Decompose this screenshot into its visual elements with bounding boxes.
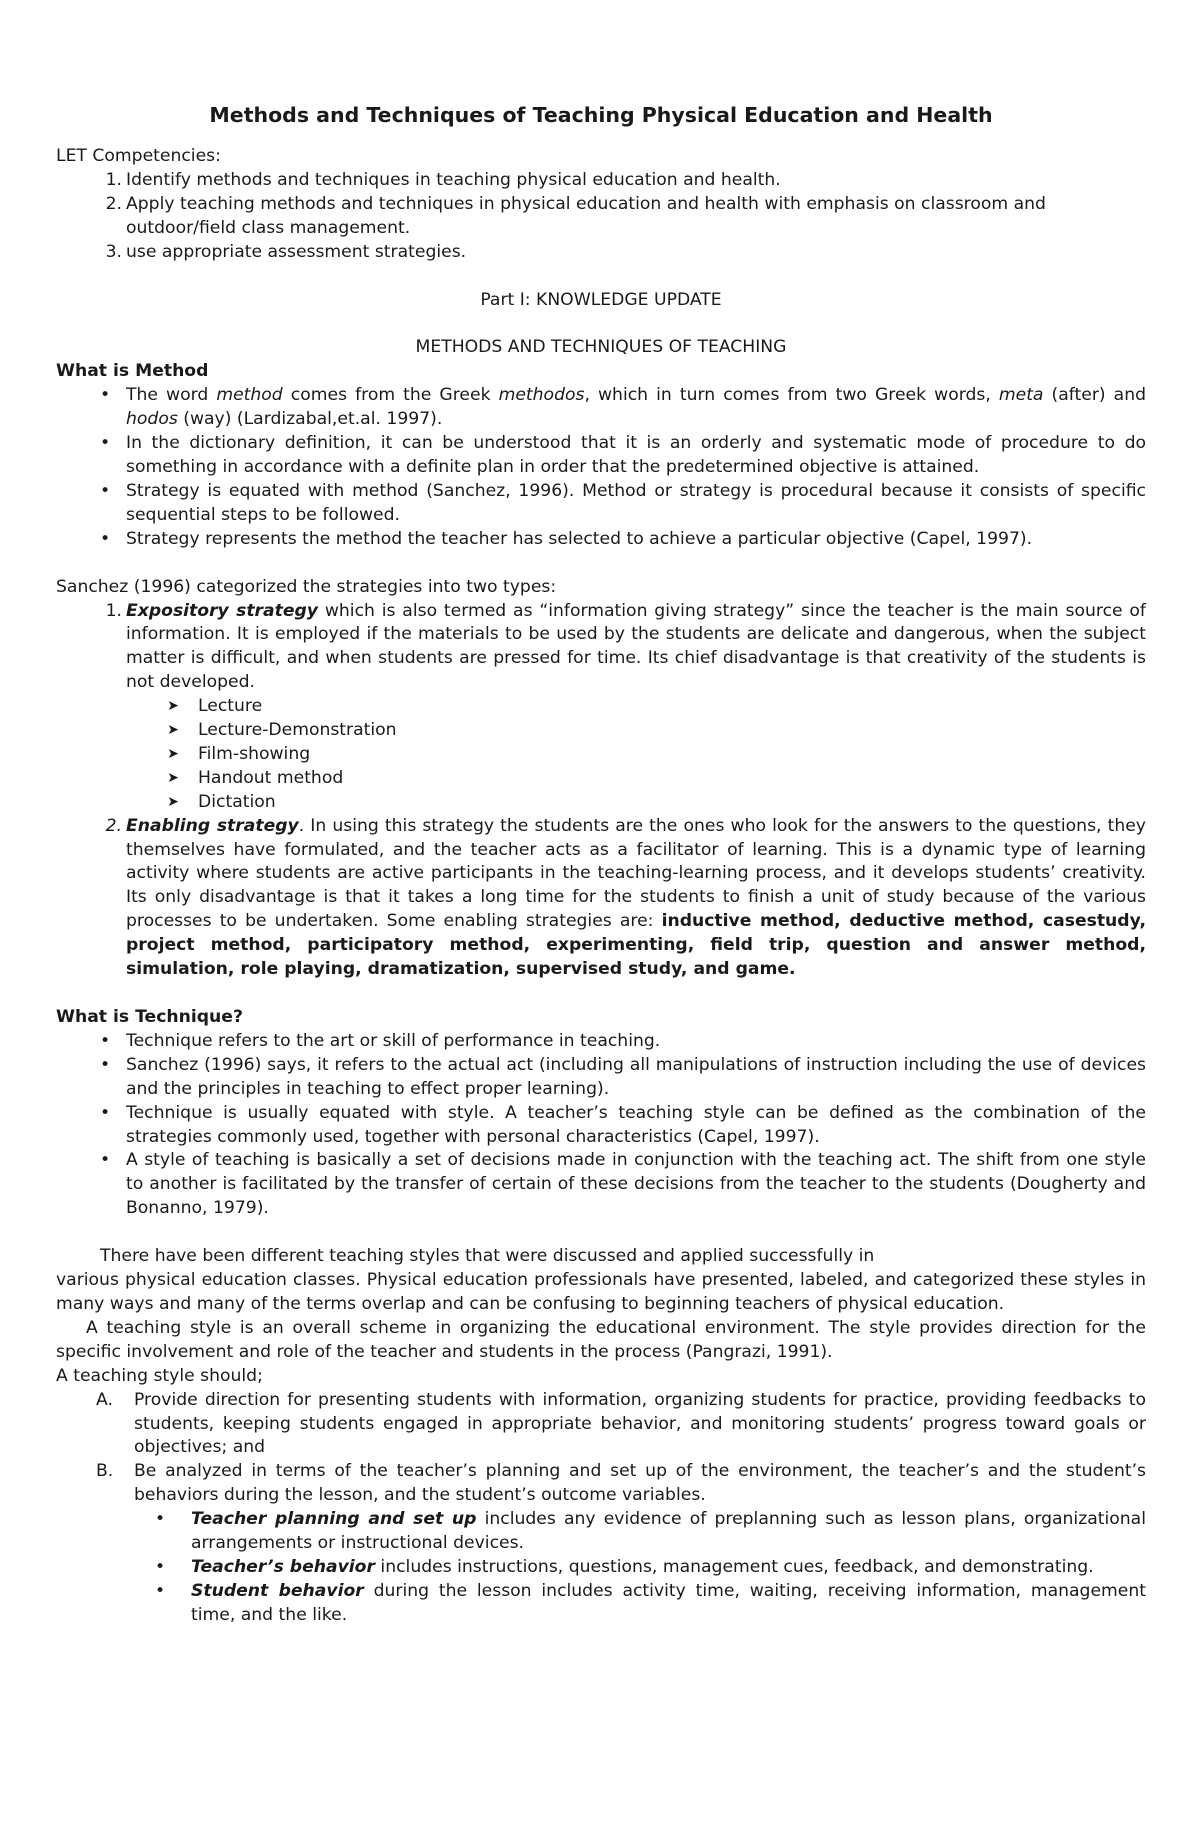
list-item xyxy=(100,528,1146,552)
bullet-icon: • xyxy=(100,480,111,501)
bullet-icon: • xyxy=(100,433,111,454)
list-item-text: Sanchez (1996) says, it refers to the actual act (including all manipulations of instruction including the use of devices and the principles in teaching to effect proper learning). xyxy=(126,1054,1146,1099)
style-requirements xyxy=(56,1389,1146,1628)
list-item-text: Be analyzed in terms of the teacher’s planning and set up of the environment, the teacher’s and the student’s behaviors during the lesson, and the student’s outcome variables. xyxy=(134,1461,1146,1506)
styles-paragraph-3: A teaching style should; xyxy=(56,1365,263,1386)
list-item: • Teacher planning and set up includes any evidence of preplanning such as lesson plans, organizational arrangements or instructional devices. xyxy=(155,1509,1146,1554)
part-title: Part I: KNOWLEDGE UPDATE xyxy=(480,289,722,310)
list-item-text: Apply teaching methods and techniques in physical education and health with emphasis on classroom and outdoor/field class management. xyxy=(126,193,1046,238)
bullet-icon: • xyxy=(100,1150,111,1171)
list-item xyxy=(105,815,1146,982)
list-item-text: Technique refers to the art or skill of performance in teaching. xyxy=(126,1030,661,1051)
list-item: ➤ Lecture xyxy=(198,695,1146,719)
list-item xyxy=(100,480,1146,528)
method-bullets xyxy=(56,384,1146,551)
list-item xyxy=(105,600,1146,815)
list-item-text: A style of teaching is basically a set of decisions made in conjunction with the teaching act. The shift from one style to another is facilitated by the transfer of certain of these decisions from the teacher to the students (Dougherty and Bonanno, 1979). xyxy=(126,1150,1146,1219)
list-item-text: Technique is usually equated with style. A teacher’s teaching style can be defined as the combination of the strategies commonly used, together with personal characteristics (Capel, 1997). xyxy=(126,1102,1146,1147)
document-title: Methods and Techniques of Teaching Physical Education and Health xyxy=(209,103,993,127)
styles-paragraph-2: A teaching style is an overall scheme in organizing the educational environment. The style provides direction for the specific involvement and role of the teacher and students in the process (Pangrazi, 1991). xyxy=(56,1317,1146,1362)
list-item-text: which is also termed as “information giving strategy” since the teacher is the main source of information. It is employed if the materials to be used by the students are delicate and dangerous, when the subject matter is difficult, and when students are pressed for time. Its chief disadvantage is that creativity of the students is not developed. xyxy=(126,600,1146,693)
bullet-icon: • xyxy=(100,1030,111,1051)
list-item-text: . In using this strategy the students are the ones who look for the answers to the questions, they themselves have formulated, and the teacher acts as a facilitator of learning. This is a dynamic type of learning activity where students are active participants in the teaching-learning process, and it develops students’ creativity. Its only disadvantage is that it takes a long time for the students to finish a unit of study because of the various processes to be undertaken. Some enabling strategies are: xyxy=(126,815,1146,932)
list-item-text: Strategy represents the method the teacher has selected to achieve a particular objective (Capel, 1997). xyxy=(126,528,1033,549)
behavior-list xyxy=(134,1508,1146,1628)
sanchez-intro: Sanchez (1996) categorized the strategies into two types: xyxy=(56,576,557,597)
bullet-icon: • xyxy=(100,1054,111,1075)
list-number: 2. xyxy=(105,815,122,836)
list-item-text: Provide direction for presenting students with information, organizing students for practice, providing feedbacks to students, keeping students engaged in appropriate behavior, and monitoring students’ progress toward goals or objectives; and xyxy=(134,1389,1146,1458)
strategy-term: Expository strategy xyxy=(126,600,319,621)
list-item xyxy=(105,241,1146,265)
list-item-text: Identify methods and techniques in teaching physical education and health. xyxy=(126,169,781,190)
bullet-icon: • xyxy=(100,1102,111,1123)
list-item-text: use appropriate assessment strategies. xyxy=(126,241,467,262)
technique-bullets xyxy=(56,1030,1146,1221)
list-item xyxy=(100,1030,1146,1054)
bullet-icon: • xyxy=(100,385,111,406)
list-number: 3. xyxy=(105,241,122,262)
arrow-bullet-icon: ➤ xyxy=(167,793,179,810)
arrow-bullet-icon: ➤ xyxy=(167,722,179,739)
list-item-text: In the dictionary definition, it can be understood that it is an orderly and systematic mode of procedure to do something in accordance with a definite plan in order that the predetermined objective is attained. xyxy=(126,433,1146,477)
list-item: • Student behavior during the lesson includes activity time, waiting, receiving information, management time, and the like. xyxy=(155,1580,1146,1625)
list-item: ➤ Film-showing xyxy=(198,743,1146,767)
strategy-term: Enabling strategy xyxy=(126,815,299,836)
styles-paragraph-1b: various physical education classes. Physical education professionals have presented, labeled, and categorized these styles in many ways and many of the terms overlap and can be confusing to beginning teachers of physical education. xyxy=(56,1270,1146,1314)
list-item xyxy=(96,1389,1146,1461)
bullet-icon: • xyxy=(155,1556,166,1577)
list-item-text: Strategy is equated with method (Sanchez, 1996). Method or strategy is procedural because it consists of specific sequential steps to be followed. xyxy=(126,480,1146,525)
bullet-icon: • xyxy=(155,1509,166,1530)
list-letter: A. xyxy=(96,1389,113,1410)
list-item xyxy=(100,1054,1146,1102)
list-number: 1. xyxy=(105,169,122,190)
list-item: • Teacher’s behavior includes instructions, questions, management cues, feedback, and demonstrating. xyxy=(191,1556,1146,1580)
list-item xyxy=(105,193,1146,241)
expository-examples xyxy=(126,695,1146,815)
list-item: ➤ Lecture-Demonstration xyxy=(198,719,1146,743)
section-title: METHODS AND TECHNIQUES OF TEACHING xyxy=(415,337,787,358)
method-heading: What is Method xyxy=(56,361,209,382)
list-number: 1. xyxy=(105,600,122,621)
list-item xyxy=(100,1102,1146,1150)
list-item xyxy=(105,169,1146,193)
enabling-strategies: inductive method, deductive method, casestudy, project method, participatory method, experimenting, field trip, question and answer method, simulation, role playing, dramatization, supervised study, and game. xyxy=(126,911,1146,980)
list-item: ➤ Handout method xyxy=(198,767,1146,791)
arrow-bullet-icon: ➤ xyxy=(167,698,179,715)
list-item xyxy=(96,1460,1146,1627)
styles-paragraph-1a: There have been different teaching styles that were discussed and applied successfully in xyxy=(100,1246,875,1267)
list-item: • The word method comes from the Greek methodos, which in turn comes from two Greek words, meta (after) and hodos (way) (Lardizabal,et.al. 1997). xyxy=(100,385,1147,430)
bullet-icon: • xyxy=(100,528,111,549)
list-item: ➤ Dictation xyxy=(198,791,1146,815)
list-letter: B. xyxy=(96,1461,114,1482)
arrow-bullet-icon: ➤ xyxy=(167,769,179,786)
strategy-list xyxy=(56,600,1146,983)
list-item xyxy=(100,1149,1146,1221)
technique-heading: What is Technique? xyxy=(56,1007,243,1027)
bullet-icon: • xyxy=(155,1580,166,1601)
list-number: 2. xyxy=(105,193,122,214)
competencies-list xyxy=(56,169,1146,265)
competencies-label: LET Competencies: xyxy=(56,146,221,166)
arrow-bullet-icon: ➤ xyxy=(167,745,179,762)
list-item xyxy=(100,432,1146,480)
